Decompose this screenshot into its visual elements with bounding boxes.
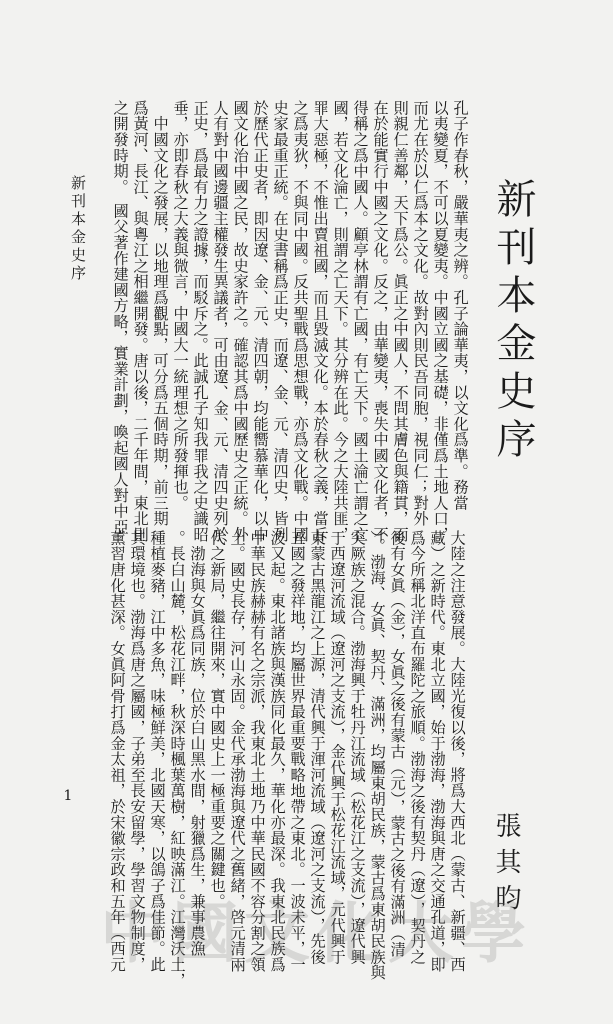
text-column: 藏）之新時代。東北立國，始于渤海，渤海與唐之交通孔道，即 [428,530,447,973]
text-column: 正史，爲最有力之證據，而駁斥之。此誠孔子知我罪我之史識昭 [191,100,210,543]
watermark: 中國文化大學 [100,895,532,972]
text-column: 薰習唐化甚深。女眞阿骨打爲金太祖，於宋徽宗政和五年（西元 [108,530,127,973]
text-column: 爲黃河、長江、與粵江之相繼開發。唐以後，二千年間，東北則 [131,100,150,543]
page-number: 1 [60,788,76,804]
text-column: 。長白山麓，松花江畔，秋深時楓葉萬樹，紅映滿江。江灣沃土， [168,530,187,989]
text-column: 國，若文化淪亡，則謂之亡天下。其分辨在此。今之大陸共匪， [331,100,350,543]
page-title: 新刊本金史序 [490,178,536,466]
running-head: 新刊本金史序 [69,175,87,283]
text-column: 大陸之注意發展。大陸光復以後，將爲大西北（蒙古、新疆、西 [448,530,467,973]
text-column: 孔子作春秋，嚴華夷之辨。孔子論華夷，以文化爲準。務當 [451,100,470,511]
text-column: 于西遼河流域（遼河之支流），金代興于松花江流域，元代興于 [328,530,347,965]
text-column: 罪大惡極，不惟出賣祖國，而且毀滅文化。本於春秋之義，當斥 [311,100,330,543]
text-column: 得稱之爲中國人。顧亭林謂有亡國，有亡天下。國土淪亡謂之亡 [351,100,370,543]
text-column: 之開發時期。 國父著作建國方略，實業計劃，喚起國人對中亞 [111,100,130,535]
text-column: 人有對中國邊疆主權發生異議者，可由遼、金、元、清四史列於 [211,100,230,543]
text-column: 於歷代正史者，即因遼、金、元、清四朝，均能嚮慕華化，以中 [251,100,270,543]
text-column: 五國之發祥地，均屬世界最重要戰略地帶之東北。一波未平，一 [288,530,307,973]
text-column: 突厥族之混合。渤海興于牡丹江流域（松花江之支流），遼代興 [348,530,367,965]
text-column: 後有女眞（金），女眞之後有蒙古（元），蒙古之後有滿洲（清 [388,530,407,958]
text-column: 代之新局，繼往開來，實中國史上一極重要之關鍵也。 [208,530,227,910]
author-name: 張其昀 [491,812,521,920]
text-column: 波又起。東北諸族與漢族同化最久，華化亦最深。我東北民族爲 [268,530,287,973]
text-column: 國文化治中國之民，故史家許之。確認其爲中國歷史之正統。外 [231,100,250,543]
text-column: 則親仁善鄰，天下爲公。眞正之中國人，不問其膚色與籍貫，而 [391,100,410,543]
text-column: 其環境也。渤海爲唐之屬國，子弟至長安留學，學習文物制度， [128,530,147,973]
text-column: 而尤在於以仁爲本之文化。故對內則民吾同胞，視同仁；對外 [411,100,430,527]
text-column: 東蒙古黑龍江之上源，清代興于渾河流域（遼河之支流），先後 [308,530,327,965]
text-column: 種植麥豬，江中多魚，味極鮮美，北國天寒，以鴿子爲佳節。此 [148,530,167,973]
text-column: 史家最重正統。在史書稱爲正史，而遼、金、元、清四史，皆列 [271,100,290,543]
text-column: 在於能實行中國之文化。反之，由華變夷，喪失中國文化者，不 [371,100,390,543]
text-column: 垂，亦即春秋之大義與微言，中國大一統理想之所發揮也。 [171,100,190,511]
text-column: 渤海與女眞爲同族，位於白山黑水間，射獵爲生，兼事農漁 [188,530,207,957]
text-column: 中華民族赫赫有名之宗派，我東北土地乃中華民國不容分割之領 [248,530,267,973]
text-column: ）。渤海、女眞、契丹、滿洲，均屬東胡民族，蒙古爲東胡民族與 [368,530,387,981]
text-column: 中國文化之發展，以地理爲觀點，可分爲五個時期，前三期 [151,100,170,527]
text-column: 以夷變夏，不可以夏變夷。中國立國之基礎，非僅爲土地人口， [431,100,450,543]
text-column: 之爲夷狄，不與同中國。反共聖戰爲思想戰，亦爲文化戰。中國 [291,100,310,543]
text-column: 土。國史長存，河山永固。金代承渤海與遼代之舊緒，啓元清兩 [228,530,247,973]
text-column: 爲今所稱北洋直布羅陀之旅順。渤海之後有契丹（遼），契丹之 [408,530,427,965]
